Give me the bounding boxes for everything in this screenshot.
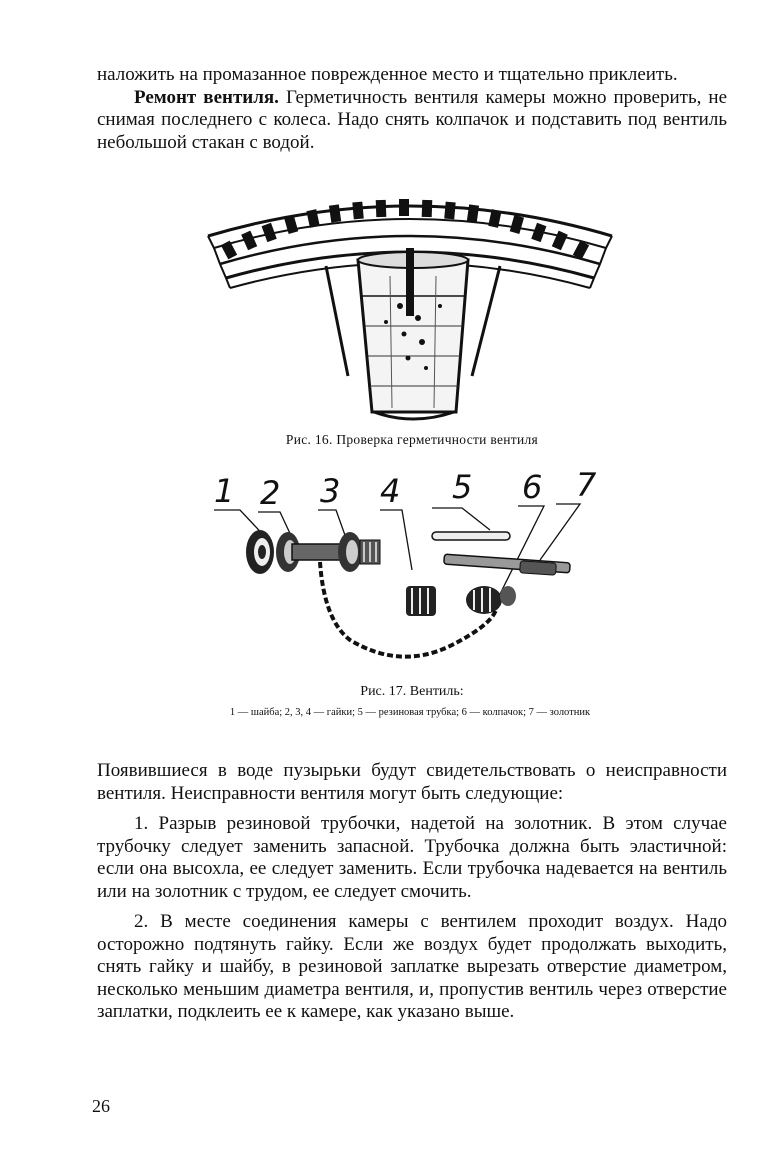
figure-17-illustration xyxy=(200,466,597,670)
valve-repair-paragraph xyxy=(97,87,727,155)
part-label-7: 7 xyxy=(576,466,597,504)
part-label-4: 4 xyxy=(380,472,401,510)
figure-17-legend: 1 — шайба; 2, 3, 4 — гайки; 5 — резиновая трубка; 6 — колпачок; 7 — золотник xyxy=(229,707,591,718)
top-text-block xyxy=(97,64,727,154)
part-label-2: 2 xyxy=(260,474,281,512)
part-label-1: 1 xyxy=(214,472,235,510)
continuation-text: наложить на промазанное поврежденное место и тщательно приклеить. xyxy=(97,64,678,85)
section-heading: Ремонт вентиля. xyxy=(134,86,279,108)
valve-repair-text: Герметичность вентиля камеры можно проверить, не снимая последнего с колеса. Надо снять колпачок и подставить под вентиль небольшой стакан с водой. xyxy=(97,86,728,153)
fault-1-paragraph: 1. Разрыв резиновой трубочки, надетой на золотник. В этом случае трубочку следует заменить запасной. Трубочка должна быть эластичной: если она высохла, ее следует заменить. Если трубочка надевается на вентиль или на золотник с трудом, ее следует смочить. xyxy=(97,813,727,902)
part-label-5: 5 xyxy=(452,468,473,506)
bottom-text-block xyxy=(97,760,727,1024)
part-label-6: 6 xyxy=(522,468,543,506)
bubbles-paragraph: Появившиеся в воде пузырьки будут свидетельствовать о неисправности вентиля. Неисправности вентиля могут быть следующие: xyxy=(97,760,727,804)
figure-16-caption: Рис. 16. Проверка герметичности вентиля xyxy=(285,432,539,447)
figure-16-illustration xyxy=(200,186,620,432)
figure-17-caption: Рис. 17. Вентиль: xyxy=(360,684,464,699)
fault-2-paragraph: 2. В месте соединения камеры с вентилем проходит воздух. Надо осторожно подтянуть гайку. Если же воздух будет продолжать выходить, снять гайку и шайбу, в резиновой заплатке вырезать отверстие диаметром, несколько меньшим диаметра вентиля, и, пропустив вентиль через отверстие заплатки, подклеить ее к камере, как указано выше. xyxy=(97,911,727,1022)
part-label-3: 3 xyxy=(320,472,341,510)
page-number: 26 xyxy=(92,1096,110,1116)
